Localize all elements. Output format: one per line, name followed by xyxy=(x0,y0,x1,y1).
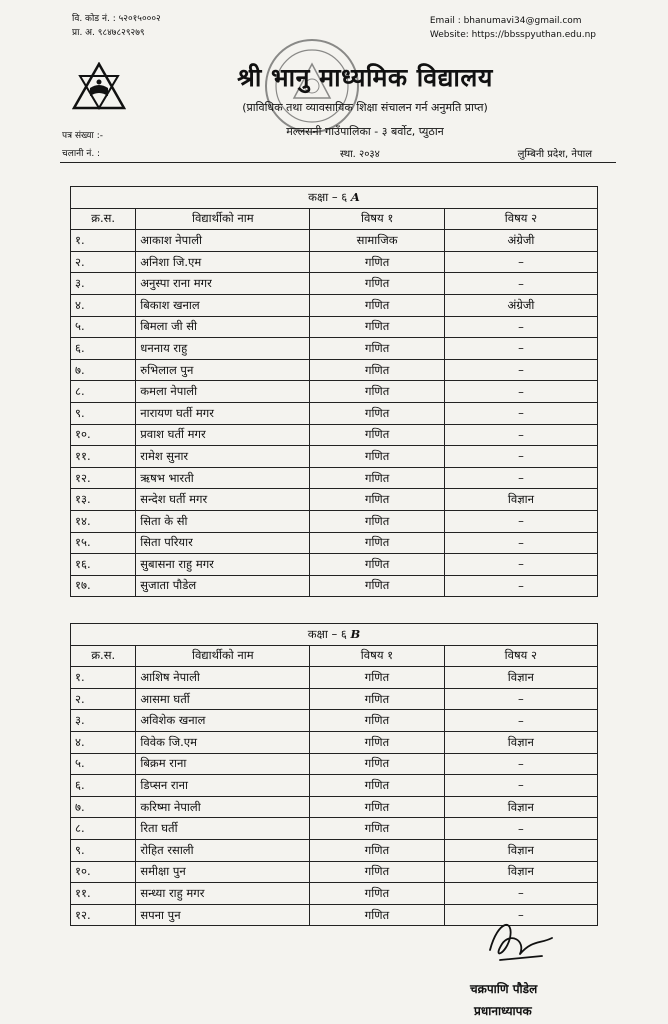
class-6b-table xyxy=(70,623,598,926)
cell-subject1: गणित xyxy=(310,316,445,338)
cell-subject1: गणित xyxy=(310,883,444,905)
cell-subject2: – xyxy=(444,402,597,424)
cell-subject2: – xyxy=(444,775,597,797)
cell-subject1: गणित xyxy=(310,294,445,316)
cell-student-name: आसमा घर्ती xyxy=(136,688,310,710)
class-label: कक्षा – ६ xyxy=(308,189,348,204)
cell-serial-no: ९. xyxy=(71,402,136,424)
signatory-title: प्रधानाध्यापक xyxy=(474,1004,532,1018)
class-section: B xyxy=(350,626,361,641)
cell-student-name: बिमला जी सी xyxy=(136,316,310,338)
table-row xyxy=(71,532,598,554)
col-header-name: विद्यार्थीको नाम xyxy=(136,208,310,230)
table-row xyxy=(71,402,598,424)
col-header-subject1: विषय १ xyxy=(310,208,445,230)
cell-subject2: – xyxy=(444,688,597,710)
col-header-no: क्र.स. xyxy=(71,645,136,667)
cell-student-name: सिता के सी xyxy=(136,510,310,532)
cell-subject2: विज्ञान xyxy=(444,839,597,861)
cell-subject2: – xyxy=(444,381,597,403)
cell-serial-no: १२. xyxy=(71,904,136,926)
cell-subject1: गणित xyxy=(310,818,444,840)
cell-student-name: रुभिलाल पुन xyxy=(136,359,310,381)
email-text: Email : bhanumavi34@gmail.com xyxy=(429,16,582,26)
cell-subject2: – xyxy=(444,338,597,360)
class-6b-caption xyxy=(71,624,598,646)
cell-student-name: सुजाता पौडेल xyxy=(136,575,310,597)
cell-student-name: अनुस्पा राना मगर xyxy=(136,273,310,295)
cell-subject1: गणित xyxy=(310,467,445,489)
table-caption-row xyxy=(71,187,598,209)
header-divider xyxy=(60,162,616,163)
table-row xyxy=(71,575,598,597)
table-header-row xyxy=(71,645,598,667)
table-row xyxy=(71,446,598,468)
cell-serial-no: ३. xyxy=(71,273,136,295)
cell-serial-no: ५. xyxy=(71,753,136,775)
cell-subject2: – xyxy=(444,883,597,905)
cell-subject2: – xyxy=(444,510,597,532)
cell-student-name: नारायण घर्ती मगर xyxy=(136,402,310,424)
cell-subject1: गणित xyxy=(310,273,445,295)
cell-subject1: गणित xyxy=(310,554,445,576)
cell-subject1: गणित xyxy=(310,710,444,732)
cell-subject1: सामाजिक xyxy=(310,230,445,252)
table-row xyxy=(71,273,598,295)
class-section: A xyxy=(350,189,360,204)
school-address: मल्लरानी गाउँपालिका - ३ बर्वाेट, प्युठान xyxy=(286,125,444,138)
signature-icon xyxy=(480,910,560,970)
cell-subject2: विज्ञान xyxy=(444,861,597,883)
table-row xyxy=(71,796,598,818)
cell-subject1: गणित xyxy=(310,446,445,468)
cell-subject2: – xyxy=(444,532,597,554)
table-row xyxy=(71,818,598,840)
cell-subject2: – xyxy=(444,575,597,597)
cell-student-name: रोहित रसाली xyxy=(136,839,310,861)
table-row xyxy=(71,230,598,252)
cell-subject2: – xyxy=(444,424,597,446)
cell-student-name: सिता परियार xyxy=(136,532,310,554)
table-row xyxy=(71,839,598,861)
cell-subject2: – xyxy=(444,753,597,775)
cell-serial-no: ११. xyxy=(71,883,136,905)
cell-subject2: अंग्रेजी xyxy=(444,230,597,252)
cell-student-name: सुबासना राहु मगर xyxy=(136,554,310,576)
cell-serial-no: १०. xyxy=(71,424,136,446)
cell-student-name: सन्देश घर्ती मगर xyxy=(136,489,310,511)
cell-serial-no: ४. xyxy=(71,731,136,753)
cell-subject1: गणित xyxy=(310,775,444,797)
school-logo-icon xyxy=(72,62,126,110)
cell-serial-no: ६. xyxy=(71,338,136,360)
table-row xyxy=(71,424,598,446)
cell-serial-no: २. xyxy=(71,688,136,710)
cell-student-name: रिता घर्ती xyxy=(136,818,310,840)
cell-subject2: – xyxy=(444,818,597,840)
cell-subject1: गणित xyxy=(310,338,445,360)
header-meta-right xyxy=(430,14,596,42)
cell-student-name: डिप्सन राना xyxy=(136,775,310,797)
established-year: स्था. २०३४ xyxy=(340,149,380,160)
cell-subject2: – xyxy=(444,710,597,732)
cell-serial-no: ७. xyxy=(71,359,136,381)
cell-subject1: गणित xyxy=(310,424,445,446)
cell-subject1: गणित xyxy=(310,532,445,554)
school-name: श्री भानु माध्यमिक विद्यालय xyxy=(237,63,493,92)
col-header-subject2: विषय २ xyxy=(444,645,597,667)
cell-serial-no: ८. xyxy=(71,818,136,840)
cell-subject2: – xyxy=(444,273,597,295)
cell-student-name: कमला नेपाली xyxy=(136,381,310,403)
cell-serial-no: १५. xyxy=(71,532,136,554)
table-header-row xyxy=(71,208,598,230)
table-row xyxy=(71,467,598,489)
cell-subject1: गणित xyxy=(310,510,445,532)
header-meta-left xyxy=(72,12,161,40)
cell-student-name: अनिशा जि.एम xyxy=(136,251,310,273)
table-row xyxy=(71,667,598,689)
cell-subject1: गणित xyxy=(310,251,445,273)
cell-subject2: – xyxy=(444,359,597,381)
table-row xyxy=(71,510,598,532)
cell-subject2: विज्ञान xyxy=(444,489,597,511)
cell-student-name: धननाय राहु xyxy=(136,338,310,360)
cell-student-name: विवेक जि.एम xyxy=(136,731,310,753)
cell-subject1: गणित xyxy=(310,753,444,775)
cell-serial-no: ३. xyxy=(71,710,136,732)
cell-subject1: गणित xyxy=(310,402,445,424)
table-row xyxy=(71,338,598,360)
table-row xyxy=(71,710,598,732)
school-code: वि. कोड नं. : ५२०१५०००२ xyxy=(72,14,161,24)
cell-subject1: गणित xyxy=(310,667,444,689)
cell-serial-no: ६. xyxy=(71,775,136,797)
table-row xyxy=(71,883,598,905)
cell-subject2: – xyxy=(444,554,597,576)
cell-serial-no: १३. xyxy=(71,489,136,511)
cell-subject2: विज्ञान xyxy=(444,731,597,753)
table-row xyxy=(71,554,598,576)
school-subtitle: (प्राविधिक तथा व्यावसायिक शिक्षा संचालन गर्न अनुमति प्राप्त) xyxy=(242,101,488,114)
cell-subject2: विज्ञान xyxy=(444,796,597,818)
pan-number: प्रा. अ. ९८४७८२९२७९ xyxy=(72,28,145,38)
cell-student-name: बिक्रम राना xyxy=(136,753,310,775)
cell-serial-no: ७. xyxy=(71,796,136,818)
table-row xyxy=(71,688,598,710)
cell-student-name: आशिष नेपाली xyxy=(136,667,310,689)
cell-student-name: सपना पुन xyxy=(136,904,310,926)
cell-student-name: अविशेक खनाल xyxy=(136,710,310,732)
col-header-no: क्र.स. xyxy=(71,208,136,230)
class-6a-table xyxy=(70,186,598,597)
table-row xyxy=(71,753,598,775)
cell-student-name: समीक्षा पुन xyxy=(136,861,310,883)
cell-serial-no: ८. xyxy=(71,381,136,403)
table-caption-row xyxy=(71,624,598,646)
table-row xyxy=(71,731,598,753)
cell-serial-no: ९. xyxy=(71,839,136,861)
cell-serial-no: १७. xyxy=(71,575,136,597)
cell-student-name: प्रवाश घर्ती मगर xyxy=(136,424,310,446)
cell-subject1: गणित xyxy=(310,796,444,818)
cell-subject2: – xyxy=(444,446,597,468)
cell-student-name: सन्ध्या राहु मगर xyxy=(136,883,310,905)
table-row xyxy=(71,316,598,338)
cell-serial-no: १०. xyxy=(71,861,136,883)
dispatch-number-label: चलानी नं. : xyxy=(62,149,101,159)
table-row xyxy=(71,489,598,511)
cell-subject1: गणित xyxy=(310,904,444,926)
cell-serial-no: १६. xyxy=(71,554,136,576)
cell-serial-no: २. xyxy=(71,251,136,273)
cell-student-name: आकाश नेपाली xyxy=(136,230,310,252)
cell-subject1: गणित xyxy=(310,489,445,511)
cell-student-name: रामेश सुनार xyxy=(136,446,310,468)
cell-subject2: – xyxy=(444,467,597,489)
cell-serial-no: १. xyxy=(71,230,136,252)
cell-subject1: गणित xyxy=(310,731,444,753)
cell-serial-no: १२. xyxy=(71,467,136,489)
col-header-subject2: विषय २ xyxy=(444,208,597,230)
cell-subject2: – xyxy=(444,904,597,926)
province-text: लुम्बिनी प्रदेश, नेपाल xyxy=(517,149,592,160)
cell-subject1: गणित xyxy=(310,861,444,883)
cell-subject1: गणित xyxy=(310,575,445,597)
col-header-name: विद्यार्थीको नाम xyxy=(136,645,310,667)
cell-subject1: गणित xyxy=(310,359,445,381)
table-row xyxy=(71,251,598,273)
website-text: Website: https://bbsspyuthan.edu.np xyxy=(429,30,596,40)
cell-serial-no: ४. xyxy=(71,294,136,316)
cell-student-name: करिष्मा नेपाली xyxy=(136,796,310,818)
cell-serial-no: ११. xyxy=(71,446,136,468)
table-row xyxy=(71,381,598,403)
table-row xyxy=(71,294,598,316)
col-header-subject1: विषय १ xyxy=(310,645,444,667)
cell-subject1: गणित xyxy=(310,381,445,403)
table-row xyxy=(71,359,598,381)
cell-serial-no: १४. xyxy=(71,510,136,532)
cell-subject2: विज्ञान xyxy=(444,667,597,689)
reference-number-label: पत्र संख्या :- xyxy=(62,131,103,141)
cell-subject2: अंग्रेजी xyxy=(444,294,597,316)
class-6a-caption xyxy=(71,187,598,209)
cell-subject2: – xyxy=(444,316,597,338)
cell-serial-no: १. xyxy=(71,667,136,689)
cell-subject1: गणित xyxy=(310,688,444,710)
table-row xyxy=(71,775,598,797)
cell-subject2: – xyxy=(444,251,597,273)
signatory-name: चक्रपाणि पौडेल xyxy=(470,982,538,996)
cell-student-name: ऋषभ भारती xyxy=(136,467,310,489)
cell-serial-no: ५. xyxy=(71,316,136,338)
cell-student-name: बिकाश खनाल xyxy=(136,294,310,316)
table-row xyxy=(71,861,598,883)
cell-subject1: गणित xyxy=(310,839,444,861)
class-label: कक्षा – ६ xyxy=(307,626,347,641)
